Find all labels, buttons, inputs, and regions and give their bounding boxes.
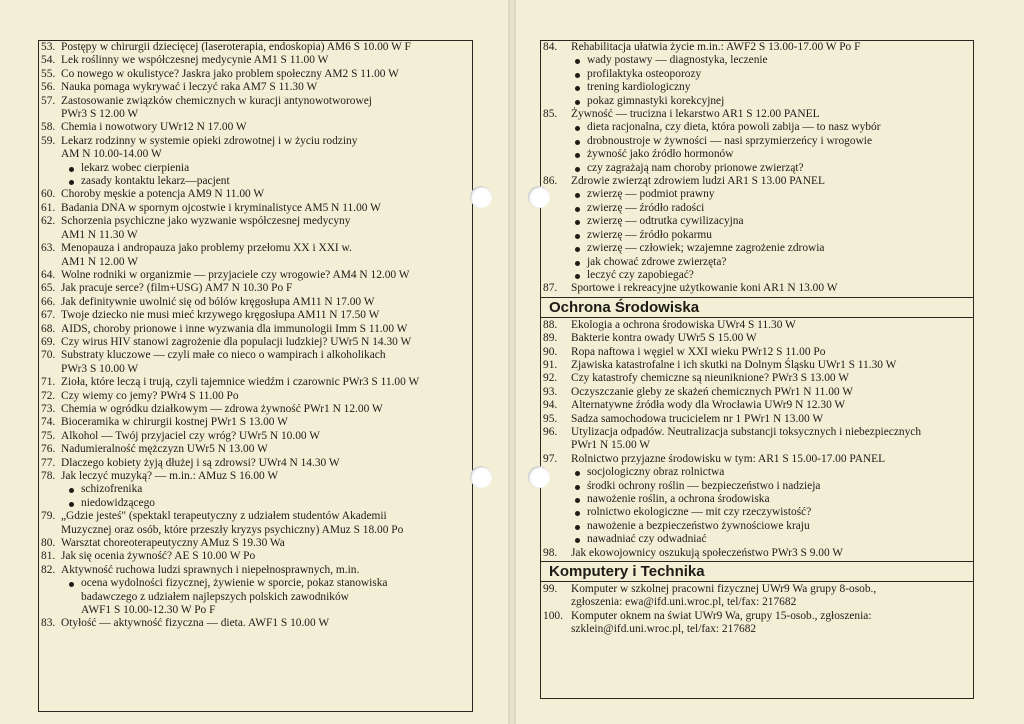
left-entry-list — [39, 41, 472, 631]
item-text: Utylizacja odpadów. Neutralizacja substancji toksycznych i niebezpiecznych — [571, 425, 922, 438]
item-text: Twoje dziecko nie musi mieć krzywego kręgosłupa AM11 N 17.50 W — [61, 309, 380, 322]
list-item — [39, 215, 472, 242]
item-number: 78. — [41, 470, 56, 482]
list-item — [39, 95, 472, 122]
item-text: Co nowego w okulistyce? Jaskra jako problem społeczny AM2 S 11.00 W — [61, 67, 399, 80]
list-item — [541, 108, 973, 121]
item-text: Dlaczego kobiety żyją dłużej i są zdrowsi? UWr4 N 14.30 W — [61, 456, 340, 469]
item-text: Otyłość — aktywność fizyczna — dieta. AWF1 S 10.00 W — [61, 617, 330, 630]
item-text: Rehabilitacja ułatwia życie m.in.: AWF2 S 13.00-17.00 W Po F — [571, 41, 861, 53]
list-item — [541, 319, 973, 332]
sub-item-text: leczyć czy zapobiegać? — [587, 268, 694, 281]
item-text: Nadumieralność mężczyzn UWr5 N 13.00 W — [61, 443, 268, 456]
sub-item — [541, 256, 973, 269]
sub-item — [541, 506, 973, 519]
sub-item — [39, 162, 472, 175]
item-number: 81. — [41, 550, 56, 563]
item-text: Chemia i nowotwory UWr12 N 17.00 W — [61, 121, 247, 134]
item-text: Choroby męskie a potencja AM9 N 11.00 W — [61, 188, 265, 201]
sub-item — [541, 480, 973, 493]
sub-item — [541, 68, 973, 81]
punch-hole — [470, 466, 492, 488]
item-text: Zastosowanie związków chemicznych w kuracji antynowotworowej — [61, 94, 372, 107]
item-text: Bioceramika w chirurgii kostnej PWr1 S 13.00 W — [61, 416, 288, 429]
item-number: 63. — [41, 242, 56, 255]
list-item — [39, 81, 472, 94]
list-item — [39, 188, 472, 201]
sub-item-text: żywność jako źródło hormonów — [587, 148, 734, 161]
list-item — [541, 413, 973, 426]
list-item — [541, 399, 973, 412]
item-number: 88. — [543, 318, 558, 331]
item-number: 70. — [41, 349, 56, 362]
item-number: 92. — [543, 372, 558, 385]
section-heading: Komputery i Technika — [541, 561, 973, 582]
list-item — [541, 41, 973, 54]
item-text: Czy wirus HIV stanowi zagrożenie dla populacji ludzkiej? UWr5 N 14.30 W — [61, 335, 412, 348]
punch-hole — [528, 466, 550, 488]
sub-item — [541, 95, 973, 108]
sub-item — [541, 81, 973, 94]
list-item — [39, 550, 472, 563]
list-item — [39, 510, 472, 537]
item-number: 79. — [41, 510, 56, 523]
item-text: Alkohol — Twój przyjaciel czy wróg? UWr5 N 10.00 W — [61, 429, 320, 442]
item-text: AM1 N 11.30 W — [61, 228, 138, 241]
right-page — [516, 0, 1024, 724]
sub-item-text: czy zagrażają nam choroby prionowe zwierząt? — [587, 161, 804, 174]
entry-list — [541, 583, 973, 637]
item-text: Zdrowie zwierząt zdrowiem ludzi AR1 S 13.00 PANEL — [571, 175, 825, 188]
item-text: Jak definitywnie uwolnić się od bólów kręgosłupa AM11 N 17.00 W — [61, 295, 375, 308]
item-text: Oczyszczanie gleby ze skażeń chemicznych PWr1 N 11.00 W — [571, 385, 853, 398]
item-text: „Gdzie jesteś" (spektakl terapeutyczny z udziałem studentów Akademii — [61, 510, 387, 523]
item-number: 67. — [41, 309, 56, 322]
sub-item-text: zasady kontaktu lekarz—pacjent — [81, 175, 230, 188]
item-number: 62. — [41, 215, 56, 228]
item-text: Czy katastrofy chemiczne są nieuniknione? PWr3 S 13.00 W — [571, 372, 850, 385]
sub-item-text: badawczego z udziałem najlepszych polskich zawodników — [81, 590, 349, 603]
item-text: Alternatywne źródła wody dla Wrocławia UWr9 N 12.30 W — [571, 399, 846, 412]
item-text: Lek roślinny we współczesnej medycynie AM1 S 11.00 W — [61, 54, 329, 67]
item-number: 100. — [543, 609, 563, 622]
item-number: 83. — [41, 617, 56, 630]
list-item — [541, 332, 973, 345]
sub-item — [541, 162, 973, 175]
item-text: AM N 10.00-14.00 W — [61, 148, 162, 161]
sub-item — [541, 202, 973, 215]
item-text: Menopauza i andropauza jako problemy przełomu XX i XXI w. — [61, 242, 352, 255]
item-text: Ropa naftowa i węgiel w XXI wieku PWr12 S 11.00 Po — [571, 345, 826, 358]
item-text: Badania DNA w spornym ojcostwie i kryminalistyce AM5 N 11.00 W — [61, 201, 381, 214]
sub-item — [541, 520, 973, 533]
item-text: Postępy w chirurgii dziecięcej (laseroterapia, endoskopia) AM6 S 10.00 W F — [61, 41, 411, 53]
right-frame — [540, 40, 974, 699]
left-frame — [38, 40, 473, 712]
item-number: 53. — [41, 41, 56, 53]
item-text: Aktywność ruchowa ludzi sprawnych i niepełnosprawnych, m.in. — [61, 563, 360, 576]
sub-item — [541, 188, 973, 201]
item-number: 98. — [543, 546, 558, 559]
item-text: Wolne rodniki w organizmie — przyjaciele czy wrogowie? AM4 N 12.00 W — [61, 268, 410, 281]
list-item — [541, 175, 973, 188]
item-number: 69. — [41, 335, 56, 348]
list-item — [39, 376, 472, 389]
list-item — [39, 457, 472, 470]
sub-item — [541, 121, 973, 134]
item-text: Jak pracuje serce? (film+USG) AM7 N 10.30 Po F — [61, 282, 293, 295]
item-text: Bakterie kontra owady UWr5 S 15.00 W — [571, 332, 757, 345]
list-item — [541, 426, 973, 453]
item-number: 89. — [543, 332, 558, 345]
item-number: 99. — [543, 583, 558, 596]
item-text: Rolnictwo przyjazne środowisku w tym: AR1 S 15.00-17.00 PANEL — [571, 452, 886, 465]
list-item — [541, 346, 973, 359]
item-number: 94. — [543, 399, 558, 412]
list-item — [541, 372, 973, 385]
item-number: 59. — [41, 134, 56, 147]
item-number: 58. — [41, 121, 56, 134]
sub-item-text: pokaz gimnastyki korekcyjnej — [587, 94, 725, 107]
item-number: 68. — [41, 322, 56, 335]
sub-item-text: nawożenie roślin, a ochrona środowiska — [587, 493, 770, 505]
item-text: Żywność — trucizna i lekarstwo AR1 S 12.00 PANEL — [571, 108, 820, 121]
item-number: 75. — [41, 429, 56, 442]
sub-item-text: wady postawy — diagnostyka, leczenie — [587, 54, 768, 67]
list-item — [39, 135, 472, 162]
list-item — [39, 564, 472, 577]
item-number: 74. — [41, 416, 56, 429]
list-item — [39, 617, 472, 630]
sub-item — [541, 269, 973, 282]
item-text: Zjawiska katastrofalne i ich skutki na Dolnym Śląsku UWr1 S 11.30 W — [571, 358, 897, 371]
item-number: 80. — [41, 537, 56, 550]
sub-item-text: socjologiczny obraz rolnictwa — [587, 466, 725, 479]
item-number: 56. — [41, 81, 56, 94]
item-number: 55. — [41, 67, 56, 80]
sub-item — [541, 215, 973, 228]
item-text: Sadza samochodowa trucicielem nr 1 PWr1 N 13.00 W — [571, 412, 824, 425]
item-text: PWr3 S 10.00 W — [61, 362, 139, 375]
item-number: 66. — [41, 295, 56, 308]
item-text: Nauka pomaga wykrywać i leczyć raka AM7 S 11.30 W — [61, 81, 318, 94]
sub-item-text: lekarz wobec cierpienia — [81, 161, 190, 174]
sub-item — [39, 175, 472, 188]
list-item — [39, 323, 472, 336]
entry-list — [541, 41, 973, 296]
list-item — [39, 349, 472, 376]
sub-item — [541, 533, 973, 546]
item-number: 86. — [543, 175, 558, 188]
list-item — [39, 121, 472, 134]
item-number: 61. — [41, 201, 56, 214]
item-text: AIDS, choroby prionowe i inne wyzwania dla immunologii Imm S 11.00 W — [61, 322, 408, 335]
item-number: 64. — [41, 268, 56, 281]
item-text: PWr1 N 15.00 W — [571, 439, 651, 452]
item-text: Sportowe i rekreacyjne użytkowanie koni AR1 N 13.00 W — [571, 282, 838, 295]
sub-item-text: niedowidzącego — [81, 496, 156, 509]
sub-item-text: środki ochrony roślin — bezpieczeństwo i nadzieja — [587, 479, 821, 492]
item-number: 90. — [543, 345, 558, 358]
item-text: Muzycznej oraz osób, które przeszły kryzys psychiczny) AMuz S 18.00 Po — [61, 523, 404, 536]
item-number: 71. — [41, 376, 56, 389]
list-item — [39, 470, 472, 483]
item-number: 97. — [543, 452, 558, 465]
item-number: 96. — [543, 425, 558, 438]
sub-item-text: trening kardiologiczny — [587, 81, 691, 94]
list-item — [39, 537, 472, 550]
list-item — [39, 68, 472, 81]
list-item — [39, 41, 472, 54]
item-number: 60. — [41, 188, 56, 201]
item-text: Czy wiemy co jemy? PWr4 S 11.00 Po — [61, 389, 239, 402]
sub-item-text: zwierzę — człowiek; wzajemne zagrożenie zdrowia — [587, 242, 825, 255]
sub-item-text: drobnoustroje w żywności — nasi sprzymierzeńcy i wrogowie — [587, 134, 873, 147]
item-number: 85. — [543, 108, 558, 121]
sub-item — [541, 242, 973, 255]
sub-item-text: jak chować zdrowe zwierzęta? — [587, 255, 727, 268]
sub-item-text: zwierzę — podmiot prawny — [587, 188, 715, 201]
item-number: 57. — [41, 94, 56, 107]
item-text: zgłoszenia: ewa@ifd.uni.wroc.pl, tel/fax: 217682 — [571, 596, 797, 609]
item-text: Jak ekowojownicy oszukują społeczeństwo PWr3 S 9.00 W — [571, 546, 844, 559]
sub-item — [541, 135, 973, 148]
item-text: AM1 N 12.00 W — [61, 255, 138, 268]
sub-item-text: zwierzę — źródło pokarmu — [587, 228, 712, 241]
list-item — [541, 282, 973, 295]
sub-item-text: schizofrenika — [81, 483, 143, 496]
sub-item-text: nawadniać czy odwadniać — [587, 533, 707, 546]
section-heading: Ochrona Środowiska — [541, 297, 973, 318]
punch-hole — [528, 186, 550, 208]
entry-list — [541, 319, 973, 560]
sub-item — [541, 466, 973, 479]
item-number: 54. — [41, 54, 56, 67]
sub-item — [541, 493, 973, 506]
sub-item — [39, 577, 472, 617]
item-text: Ekologia a ochrona środowiska UWr4 S 11.30 W — [571, 318, 796, 331]
item-text: Substraty kluczowe — czyli małe co nieco o wampirach i alkoholikach — [61, 349, 386, 362]
list-item — [39, 416, 472, 429]
list-item — [39, 282, 472, 295]
item-number: 73. — [41, 402, 56, 415]
list-item — [541, 359, 973, 372]
sub-item-text: zwierzę — źródło radości — [587, 201, 705, 214]
item-text: Warsztat choreoterapeutyczny AMuz S 19.30 Wa — [61, 537, 285, 550]
list-item — [39, 242, 472, 269]
list-item — [39, 269, 472, 282]
sub-item-text: rolnictwo ekologiczne — mit czy rzeczywistość? — [587, 506, 812, 519]
sub-item-text: dieta racjonalna, czy dieta, która powoli zabija — to nasz wybór — [587, 121, 881, 134]
list-item — [541, 547, 973, 560]
list-item — [541, 386, 973, 399]
sub-item — [541, 229, 973, 242]
sub-item — [39, 483, 472, 496]
item-number: 77. — [41, 456, 56, 469]
item-text: Jak leczyć muzyką? — m.in.: AMuz S 16.00 W — [61, 470, 279, 482]
item-number: 82. — [41, 563, 56, 576]
list-item — [39, 296, 472, 309]
list-item — [39, 54, 472, 67]
list-item — [39, 336, 472, 349]
item-text: szklein@ifd.uni.wroc.pl, tel/fax: 217682 — [571, 623, 757, 636]
list-item — [39, 309, 472, 322]
item-number: 87. — [543, 282, 558, 295]
punch-hole — [470, 186, 492, 208]
item-text: Komputer oknem na świat UWr9 Wa, grupy 15-osob., zgłoszenia: — [571, 609, 872, 622]
item-number: 95. — [543, 412, 558, 425]
list-item — [541, 610, 973, 637]
sub-item-text: zwierzę — odtrutka cywilizacyjna — [587, 215, 744, 228]
list-item — [541, 453, 973, 466]
item-text: Chemia w ogródku działkowym — zdrowa żywność PWr1 N 12.00 W — [61, 402, 383, 415]
list-item — [39, 430, 472, 443]
item-text: Schorzenia psychiczne jako wyzwanie współczesnej medycyny — [61, 215, 351, 228]
sub-item — [39, 497, 472, 510]
item-text: Komputer w szkolnej pracowni fizycznej UWr9 Wa grupy 8-osob., — [571, 583, 877, 596]
item-number: 84. — [543, 41, 558, 53]
item-number: 72. — [41, 389, 56, 402]
sub-item-text: AWF1 S 10.00-12.30 W Po F — [81, 604, 216, 617]
sub-item — [541, 148, 973, 161]
item-number: 65. — [41, 282, 56, 295]
list-item — [39, 443, 472, 456]
sub-item-text: nawożenie a bezpieczeństwo żywnościowe kraju — [587, 519, 810, 532]
item-text: Jak się ocenia żywność? AE S 10.00 W Po — [61, 550, 256, 563]
spine — [508, 0, 516, 724]
list-item — [541, 583, 973, 610]
left-page — [0, 0, 508, 724]
item-text: Zioła, które leczą i trują, czyli tajemnice wiedźm i czarownic PWr3 S 11.00 W — [61, 376, 420, 389]
list-item — [39, 403, 472, 416]
item-text: PWr3 S 12.00 W — [61, 108, 139, 121]
list-item — [39, 390, 472, 403]
list-item — [39, 202, 472, 215]
item-number: 91. — [543, 358, 558, 371]
sub-item — [541, 54, 973, 67]
item-text: Lekarz rodzinny w systemie opieki zdrowotnej i w życiu rodziny — [61, 134, 358, 147]
item-number: 76. — [41, 443, 56, 456]
sub-item-text: profilaktyka osteoporozy — [587, 67, 702, 80]
sub-item-text: ocena wydolności fizycznej, żywienie w sporcie, pokaz stanowiska — [81, 577, 388, 590]
item-number: 93. — [543, 385, 558, 398]
